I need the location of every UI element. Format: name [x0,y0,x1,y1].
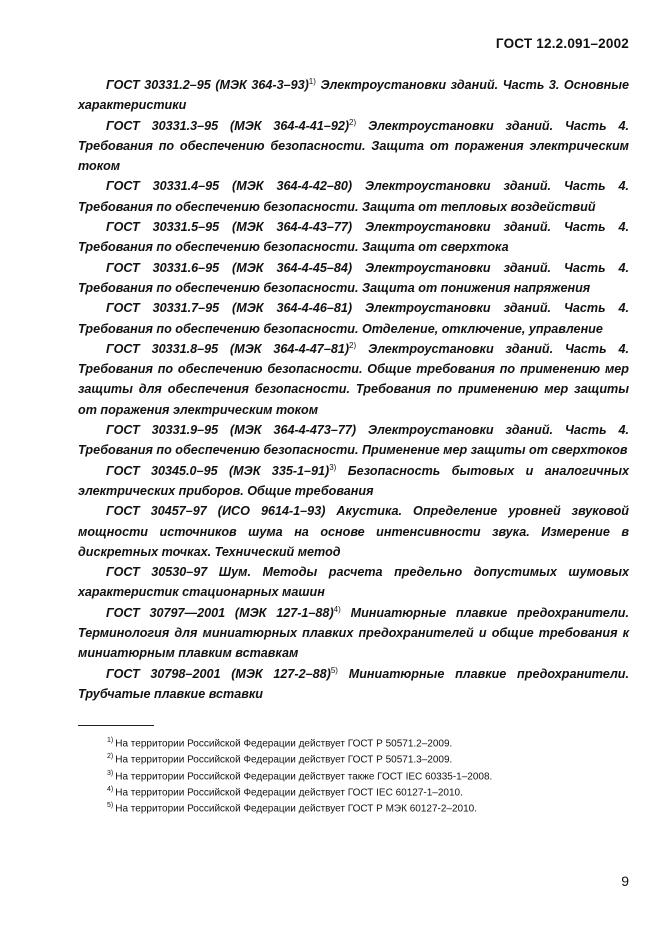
footnote-mark: 4) [333,604,341,614]
footnote-number: 5) [107,802,114,810]
reference-entry [78,603,629,664]
reference-entry [78,501,629,562]
footnote-separator [78,725,154,726]
standard-title: Электроустановки зданий. Часть 4. Требования по обеспечению безопасности. Защита от поражения электрическим током [78,118,629,174]
standard-title: Электроустановки зданий. Часть 4. Требования по обеспечению безопасности. Защита от понижения напряжения [78,260,629,295]
footnote-mark: 2) [349,117,357,127]
reference-entry [78,562,629,603]
standard-title: Электроустановки зданий. Часть 4. Требования по обеспечению безопасности. Защита от сверхтока [78,220,629,255]
standard-title: Шум. Методы расчета предельно допустимых шумовых характеристик стационарных машин [78,565,629,600]
standard-title: Миниатюрные плавкие предохранители. Трубчатые плавкие вставки [78,666,629,701]
reference-entry [78,420,629,461]
page-number: 9 [621,873,629,889]
standard-title: Миниатюрные плавкие предохранители. Терминология для миниатюрных плавких предохранителей и общие требования к миниатюрным плавким вставкам [78,605,629,661]
footnote-text: На территории Российской Федерации действует ГОСТ Р МЭК 60127-2–2010. [115,803,477,815]
reference-entry [78,664,629,705]
footnote-number: 3) [107,769,114,777]
standard-title: Электроустановки зданий. Часть 3. Основные характеристики [78,78,629,113]
footnote-number: 2) [107,753,114,761]
footnote [107,750,492,766]
standard-title: Акустика. Определение уровней звуковой мощности источников шума на основе интенсивности звука. Измерение в дискретных точках. Технический метод [78,504,629,559]
standard-ref: ГОСТ 30331.6–95 (МЭК 364-4-45–84) [106,260,353,275]
standard-ref: ГОСТ 30331.7–95 (МЭК 364-4-46–81) [106,301,353,316]
standard-ref: ГОСТ 30797—2001 (МЭК 127-1–88) [106,605,334,620]
standard-title: Электроустановки зданий. Часть 4. Требования по обеспечению безопасности. Защита от тепловых воздействий [78,179,629,214]
footnote [107,767,492,783]
footnote [107,734,492,750]
footnote-number: 1) [107,737,114,744]
standard-ref: ГОСТ 30345.0–95 (МЭК 335-1–91) [106,463,330,478]
standard-ref: ГОСТ 30331.8–95 (МЭК 364-4-47–81) [106,341,350,356]
standard-ref: ГОСТ 30331.2–95 (МЭК 364-3–93) [106,78,309,92]
footnote-text: На территории Российской Федерации действует ГОСТ Р 50571.3–2009. [115,754,453,766]
standard-ref: ГОСТ 30331.5–95 (МЭК 364-4-43–77) [106,220,353,235]
reference-entry [78,258,629,299]
standard-ref: ГОСТ 30331.3–95 (МЭК 364-4-41–92) [106,118,350,133]
footnote-mark: 3) [329,462,337,472]
footnote-mark: 5) [330,665,338,675]
standard-ref: ГОСТ 30457–97 (ИСО 9614-1–93) [106,504,326,519]
standard-title: Электроустановки зданий. Часть 4. Требования по обеспечению безопасности. Общие требования по применению мер защиты для обеспечения безопасности. Требования по применению мер защиты от поражения электрическим током [78,341,629,417]
standard-ref: ГОСТ 30530–97 [106,565,208,580]
footnote-text: На территории Российской Федерации действует ГОСТ Р 50571.2–2009. [115,738,453,750]
normative-references-list [78,75,629,704]
standard-ref: ГОСТ 30331.9–95 (МЭК 364-4-473–77) [106,423,357,438]
footnote [107,783,492,799]
standard-title: Электроустановки зданий. Часть 4. Требования по обеспечению безопасности. Применение мер защиты от сверхтоков [78,423,629,458]
reference-entry [78,461,629,502]
reference-entry [78,116,629,177]
standard-title: Электроустановки зданий. Часть 4. Требования по обеспечению безопасности. Отделение, отключение, управление [78,301,629,336]
footnote-mark: 1) [308,76,316,86]
standard-ref: ГОСТ 30331.4–95 (МЭК 364-4-42–80) [106,179,353,194]
footnote-text: На территории Российской Федерации действует ГОСТ IEC 60127-1–2010. [115,787,463,799]
reference-entry [78,339,629,420]
footnote-number: 4) [107,785,114,793]
footnotes [107,734,492,816]
footnote-text: На территории Российской Федерации действует также ГОСТ IEC 60335-1–2008. [115,770,493,782]
document-code-header: ГОСТ 12.2.091–2002 [495,36,629,51]
reference-entry [78,75,629,116]
footnote-mark: 2) [349,340,357,350]
reference-entry [78,217,629,258]
standard-title: Безопасность бытовых и аналогичных электрических приборов. Общие требования [78,463,630,498]
reference-entry [78,298,629,339]
standard-ref: ГОСТ 30798–2001 (МЭК 127-2–88) [106,666,331,681]
footnote [107,799,492,815]
reference-entry [78,176,629,217]
